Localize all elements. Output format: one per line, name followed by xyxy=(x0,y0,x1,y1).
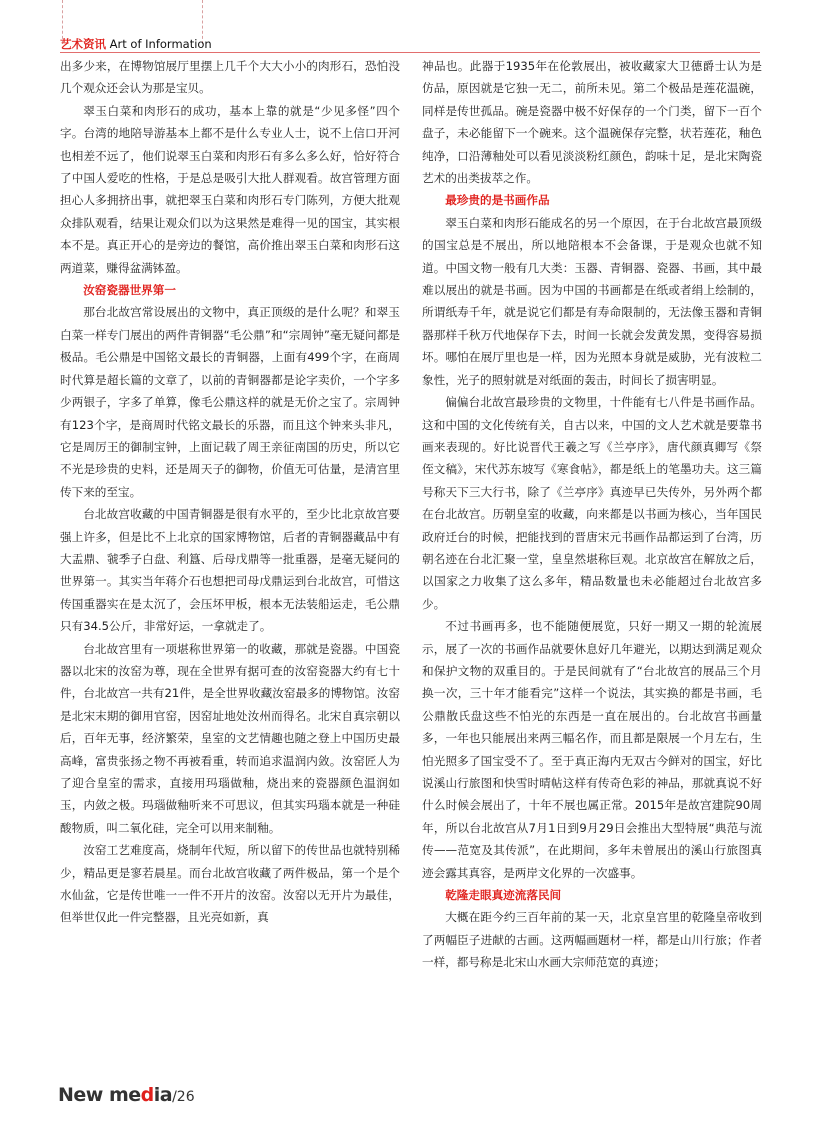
section-subtitle: Art of Information xyxy=(109,37,212,51)
left-column xyxy=(60,55,400,929)
paragraph: 翠玉白菜和肉形石的成功，基本上靠的就是“少见多怪”四个字。台湾的地陪导游基本上都不是什么专业人士，说不上信口开河也相差不远了，他们说翠玉白菜和肉形石有多么多么好，恰好符合了中国人爱吃的性格，于是总是吸引大批人群观看。故宫管理方面担心人多拥挤出事，就把翠玉白菜和肉形石专门陈列，方便大批观众排队观看，结果让观众们以为这果然是难得一见的国宝，其实根本不是。真正开心的是旁边的餐馆，高价推出翠玉白菜和肉形石这两道菜，赚得盆满钵盈。 xyxy=(60,103,400,275)
paragraph: 偏偏台北故宫最珍贵的文物里，十件能有七八件是书画作品。这和中国的文化传统有关，自古以来，中国的文人艺术就是要靠书画来表现的。好比说晋代王羲之写《兰亭序》，唐代颜真卿写《祭侄文稿》，宋代苏东坡写《寒食帖》，都是纸上的笔墨功夫。这三篇号称天下三大行书，除了《兰亭序》真迹早已失传外，另外两个都在台北故宫。历朝皇室的收藏，向来都是以书画为核心，当年国民政府迁台的时候，把能找到的晋唐宋元书画作品都运到了台湾，历朝名迹在台北汇聚一堂，皇皇然堪称巨观。北京故宫在解放之后，以国家之力收集了这么多年，精品数量也未必能超过台北故宫多少。 xyxy=(422,395,762,611)
paragraph: 台北故宫里有一项堪称世界第一的收藏，那就是瓷器。中国瓷器以北宋的汝窑为尊，现在全世界有据可查的汝窑瓷器大约有七十件，台北故宫一共有21件，是全世界收藏汝窑最多的博物馆。汝窑是北宋末期的御用官窑，因窑址地处汝州而得名。北宋自真宗朝以后，百年无事，经济繁荣，皇室的文艺情趣也随之登上中国历史最高峰，富贵张扬之物不再被看重，转而追求温润内敛。汝窑匠人为了迎合皇室的需求，直接用玛瑙做釉，烧出来的瓷器颜色温润如玉，内敛之极。玛瑙做釉听来不可思议，但其实玛瑙本就是一种硅酸物质，叫二氧化硅，完全可以用来制釉。 xyxy=(60,641,400,835)
page-number: /26 xyxy=(172,1089,195,1105)
section-category: 艺术资讯 xyxy=(60,37,106,51)
section-heading: 汝窑瓷器世界第一 xyxy=(83,283,176,298)
logo-text: ia xyxy=(153,1084,173,1106)
paragraph: 不过书画再多，也不能随便展览，只好一期又一期的轮流展示，展了一次的书画作品就要休息好几年避光，以期达到满足观众和保护文物的双重目的。于是民间就有了“台北故宫的展品三个月换一次，三十年才能看完”这样一个说法，其实换的都是书画，毛公鼎散氏盘这些不怕光的东西是一直在展出的。台北故宫书画量多，一年也只能展出来两三幅名作，而且都是限展一个月左右，生怕光照多了国宝受不了。至于真正海内无双古今鲜对的国宝，好比说溪山行旅图和快雪时晴帖这样有传奇色彩的神品，那就真说不好什么时候会展出了，十年不展也属正常。2015年是故宫建院90周年，所以台北故宫从7月1日到9月29日会推出大型特展“典范与流传——范宽及其传派”，在此期间，多年未曾展出的溪山行旅图真迹会露其真容，是两岸文化界的一次盛事。 xyxy=(422,619,762,880)
logo-text: New me xyxy=(58,1084,141,1106)
magazine-logo xyxy=(58,1084,172,1106)
section-heading: 最珍贵的是书画作品 xyxy=(445,193,550,208)
page-header xyxy=(60,36,212,52)
logo-accent-letter: d xyxy=(140,1084,154,1106)
header-rule xyxy=(60,52,760,53)
section-heading: 乾隆走眼真迹流落民间 xyxy=(445,888,562,903)
paragraph: 台北故宫收藏的中国青铜器是很有水平的，至少比北京故宫要强上许多，但是比不上北京的国家博物馆，后者的青铜器藏品中有大盂鼎、虢季子白盘、利簋、后母戊鼎等一批重器，是毫无疑问的世界第一。其实当年蒋介石也想把司母戊鼎运到台北故宫，可惜这传国重器实在是太沉了，会压坏甲板，根本无法装船运走，毛公鼎只有34.5公斤，非常好运，一拿就走了。 xyxy=(60,507,400,634)
paragraph: 翠玉白菜和肉形石能成名的另一个原因，在于台北故宫最顶级的国宝总是不展出，所以地陪根本不会备课，于是观众也就不知道。中国文物一般有几大类：玉器、青铜器、瓷器、书画，其中最难以展出的就是书画。因为中国的书画都是在纸或者绢上绘制的，所谓纸寿千年，就是说它们都是有寿命限制的，无法像玉器和青铜器那样千秋万代地保存下去，时间一长就会发黄发黑，变得容易损坏。哪怕在展厅里也是一样，因为光照本身就是威胁，光有波粒二象性，光子的照射就是对纸面的轰击，时间长了损害明显。 xyxy=(422,215,762,387)
paragraph: 大概在距今约三百年前的某一天，北京皇宫里的乾隆皇帝收到了两幅臣子进献的古画。这两幅画题材一样，都是山川行旅；作者一样，都号称是北宋山水画大宗师范宽的真迹； xyxy=(422,910,762,970)
paragraph: 汝窑工艺难度高，烧制年代短，所以留下的传世品也就特别稀少，精品更是寥若晨星。而台北故宫收藏了两件极品，第一个是个水仙盆，它是传世唯一一件不开片的汝窑。汝窑以无开片为最佳，但举世仅此一件完整器，且光亮如新，真 xyxy=(60,843,400,925)
paragraph: 那台北故宫常设展出的文物中，真正顶级的是什么呢？和翠玉白菜一样专门展出的两件青铜器“毛公鼎”和“宗周钟”毫无疑问都是极品。毛公鼎是中国铭文最长的青铜器，上面有499个字，在商周时代算是超长篇的文章了，以前的青铜器都是论字卖价，一个字多少两银子，字多了单算，像毛公鼎这样的就是无价之宝了。宗周钟有123个字，是商周时代铭文最长的乐器，而且这个钟来头非凡，它是周厉王的御制宝钟，上面记载了周王亲征南国的历史，所以它不光是珍贵的史料，还是周天子的御物，价值无可估量，是清宫里传下来的至宝。 xyxy=(60,305,400,499)
right-column xyxy=(422,55,762,974)
paragraph: 出多少来，在博物馆展厅里摆上几千个大大小小的肉形石，恐怕没几个观众还会认为那是宝贝。 xyxy=(60,59,400,96)
page-footer xyxy=(58,1084,195,1106)
paragraph: 神品也。此器于1935年在伦敦展出，被收藏家大卫德爵士认为是仿品，原因就是它独一无二，前所未见。第二个极品是莲花温碗，同样是传世孤品。碗是瓷器中极不好保存的一个门类，留下一百个盘子，未必能留下一个碗来。这个温碗保存完整，状若莲花，釉色纯净，口沿薄釉处可以看见淡淡粉红颜色，韵味十足，是北宋陶瓷艺术的出类拔萃之作。 xyxy=(422,59,762,186)
